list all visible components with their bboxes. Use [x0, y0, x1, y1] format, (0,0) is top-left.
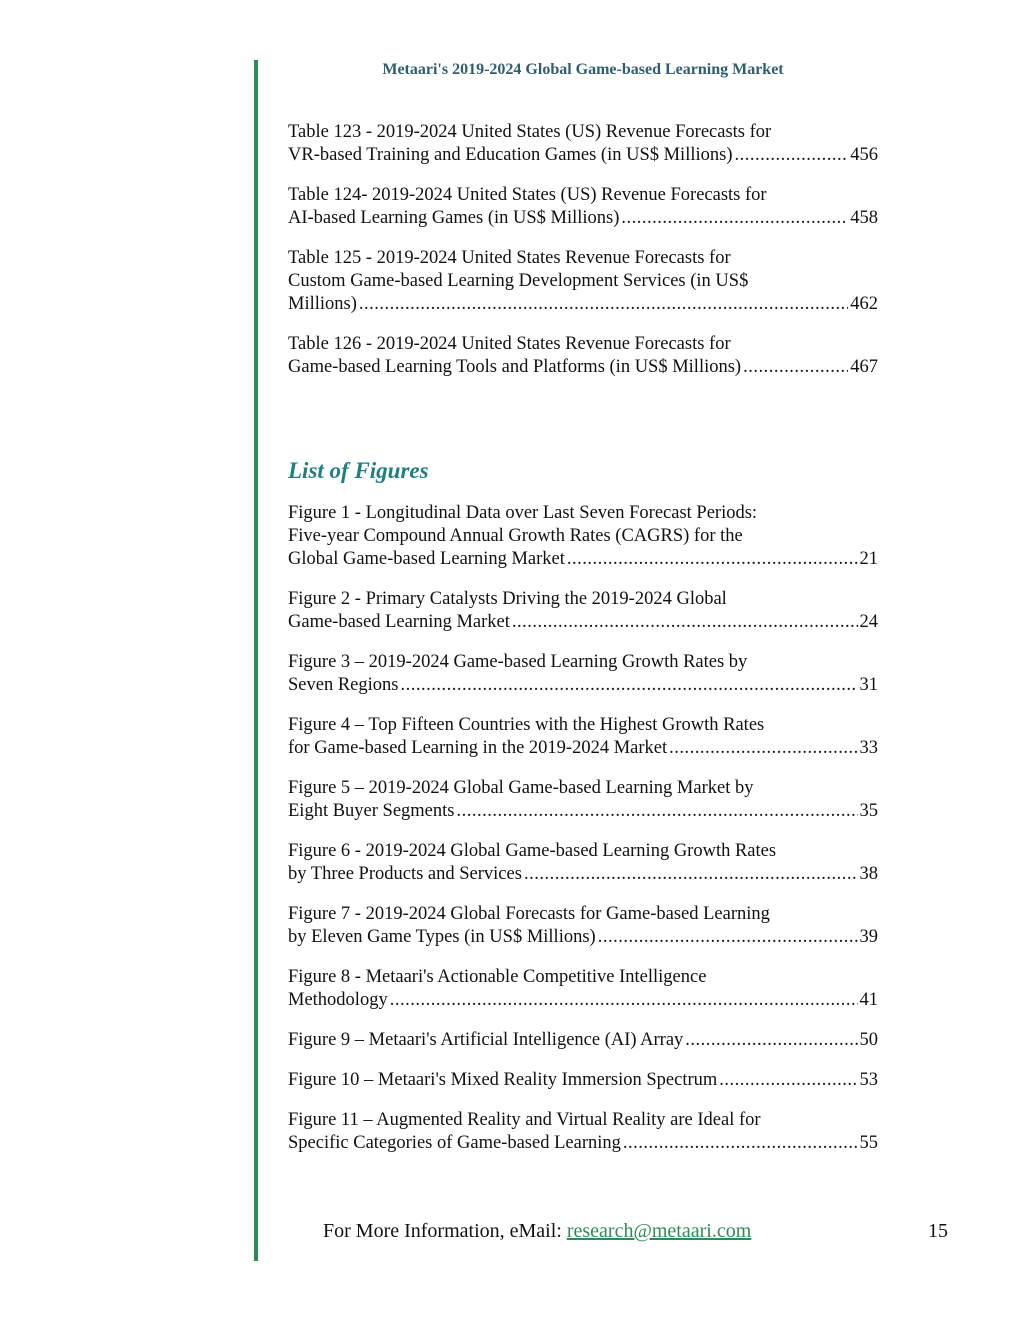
- figure-entry-last-line: [288, 863, 878, 886]
- figure-entry[interactable]: [288, 966, 878, 1012]
- figure-entry-text-line: Figure 9 – Metaari's Artificial Intelligence (AI) Array: [288, 1030, 684, 1050]
- table-entry-text-line: Table 126 - 2019-2024 United States Revenue Forecasts for: [288, 334, 731, 354]
- figure-entry-last-line: [288, 926, 878, 949]
- footer-email-link[interactable]: research@metaari.com: [566, 1220, 752, 1242]
- dot-leader: [719, 1069, 857, 1092]
- figure-entry-text-line: Global Game-based Learning Market: [288, 549, 565, 569]
- table-entry-page-number: 456: [850, 145, 878, 165]
- footer-label: For More Information, eMail:: [323, 1220, 567, 1242]
- table-entry-text-line: Custom Game-based Learning Development Services (in US$: [288, 271, 749, 291]
- figure-entry-page-number: 41: [859, 990, 878, 1010]
- figure-entry-last-line: [288, 1069, 878, 1092]
- figure-entry-text-line: Figure 5 – 2019-2024 Global Game-based Learning Market by: [288, 778, 754, 798]
- figure-entry-last-line: [288, 611, 878, 634]
- figure-entry-text-line: for Game-based Learning in the 2019-2024 Market: [288, 738, 668, 758]
- list-of-tables: [288, 121, 878, 396]
- list-of-figures-heading: List of Figures: [288, 458, 429, 483]
- figure-entry-last-line: [288, 548, 878, 571]
- figure-entry-page-number: 33: [859, 738, 878, 758]
- table-entry-page-number: 467: [850, 357, 878, 377]
- figure-entry[interactable]: [288, 1109, 878, 1155]
- dot-leader: [567, 548, 858, 571]
- page-number: 15: [928, 1220, 948, 1242]
- dot-leader: [743, 356, 848, 379]
- figure-entry-text-line: Figure 1 - Longitudinal Data over Last Seven Forecast Periods:: [288, 503, 758, 523]
- figure-entry-text-line: Game-based Learning Market: [288, 612, 510, 632]
- table-entry-last-line: [288, 356, 878, 379]
- table-entry[interactable]: [288, 184, 878, 230]
- figure-entry-page-number: 24: [859, 612, 878, 632]
- figure-entry-last-line: [288, 737, 878, 760]
- running-header: Metaari's 2019-2024 Global Game-based Learning Market: [382, 61, 784, 78]
- figure-entry-last-line: [288, 989, 878, 1012]
- figure-entry-page-number: 38: [859, 864, 878, 884]
- dot-leader: [512, 611, 858, 634]
- figure-entry-page-number: 31: [859, 675, 878, 695]
- table-entry-text-line: Table 123 - 2019-2024 United States (US) Revenue Forecasts for: [288, 122, 772, 142]
- table-entry-page-number: 458: [850, 208, 878, 228]
- figure-entry-text-line: Figure 11 – Augmented Reality and Virtual Reality are Ideal for: [288, 1110, 761, 1130]
- figure-entry-text-line: Figure 6 - 2019-2024 Global Game-based Learning Growth Rates: [288, 841, 777, 861]
- table-entry-text-line: Table 125 - 2019-2024 United States Revenue Forecasts for: [288, 248, 731, 268]
- figure-entry-last-line: [288, 674, 878, 697]
- dot-leader: [623, 1132, 858, 1155]
- table-entry-last-line: [288, 144, 878, 167]
- figure-entry-page-number: 53: [859, 1070, 878, 1090]
- table-entry[interactable]: [288, 121, 878, 167]
- figure-entry-page-number: 50: [859, 1030, 878, 1050]
- figure-entry-text-line: Specific Categories of Game-based Learning: [288, 1133, 621, 1153]
- table-entry-last-line: [288, 293, 878, 316]
- figure-entry-text-line: Figure 3 – 2019-2024 Game-based Learning Growth Rates by: [288, 652, 748, 672]
- table-entry-text-line: Table 124- 2019-2024 United States (US) Revenue Forecasts for: [288, 185, 767, 205]
- table-entry[interactable]: [288, 333, 878, 379]
- figure-entry[interactable]: [288, 903, 878, 949]
- figure-entry-page-number: 55: [859, 1133, 878, 1153]
- figure-entry[interactable]: [288, 714, 878, 760]
- figure-entry-text-line: Figure 10 – Metaari's Mixed Reality Immersion Spectrum: [288, 1070, 718, 1090]
- dot-leader: [456, 800, 857, 823]
- table-entry-text-line: Game-based Learning Tools and Platforms (in US$ Millions): [288, 357, 742, 377]
- figure-entry-text-line: Five-year Compound Annual Growth Rates (CAGRS) for the: [288, 526, 743, 546]
- figure-entry-text-line: Methodology: [288, 990, 388, 1010]
- dot-leader: [669, 737, 857, 760]
- dot-leader: [685, 1029, 857, 1052]
- figure-entry-page-number: 35: [859, 801, 878, 821]
- figure-entry-text-line: Seven Regions: [288, 675, 399, 695]
- figure-entry-text-line: Figure 7 - 2019-2024 Global Forecasts for Game-based Learning: [288, 904, 770, 924]
- figure-entry-last-line: [288, 1029, 878, 1052]
- figure-entry-text-line: Eight Buyer Segments: [288, 801, 455, 821]
- figure-entry[interactable]: [288, 777, 878, 823]
- figure-entry-text-line: by Eleven Game Types (in US$ Millions): [288, 927, 596, 947]
- table-entry-text-line: VR-based Training and Education Games (in US$ Millions): [288, 145, 733, 165]
- footer-contact: [323, 1220, 751, 1243]
- dot-leader: [621, 207, 848, 230]
- dot-leader: [400, 674, 857, 697]
- figure-entry-text-line: Figure 8 - Metaari's Actionable Competitive Intelligence: [288, 967, 707, 987]
- dot-leader: [359, 293, 848, 316]
- dot-leader: [524, 863, 858, 886]
- table-entry-text-line: AI-based Learning Games (in US$ Millions): [288, 208, 620, 228]
- dot-leader: [598, 926, 858, 949]
- dot-leader: [390, 989, 858, 1012]
- table-entry-last-line: [288, 207, 878, 230]
- figure-entry-last-line: [288, 800, 878, 823]
- table-entry-page-number: 462: [850, 294, 878, 314]
- figure-entry[interactable]: [288, 1069, 878, 1092]
- list-of-figures: [288, 502, 878, 1172]
- figure-entry-text-line: Figure 4 – Top Fifteen Countries with the Highest Growth Rates: [288, 715, 765, 735]
- figure-entry[interactable]: [288, 588, 878, 634]
- figure-entry-last-line: [288, 1132, 878, 1155]
- figure-entry-page-number: 39: [859, 927, 878, 947]
- table-entry[interactable]: [288, 247, 878, 316]
- figure-entry[interactable]: [288, 840, 878, 886]
- figure-entry-text-line: by Three Products and Services: [288, 864, 522, 884]
- table-entry-text-line: Millions): [288, 294, 357, 314]
- figure-entry-page-number: 21: [859, 549, 878, 569]
- figure-entry[interactable]: [288, 1029, 878, 1052]
- figure-entry-text-line: Figure 2 - Primary Catalysts Driving the 2019-2024 Global: [288, 589, 727, 609]
- left-margin-rule: [254, 60, 258, 1261]
- figure-entry[interactable]: [288, 651, 878, 697]
- figure-entry[interactable]: [288, 502, 878, 571]
- dot-leader: [734, 144, 848, 167]
